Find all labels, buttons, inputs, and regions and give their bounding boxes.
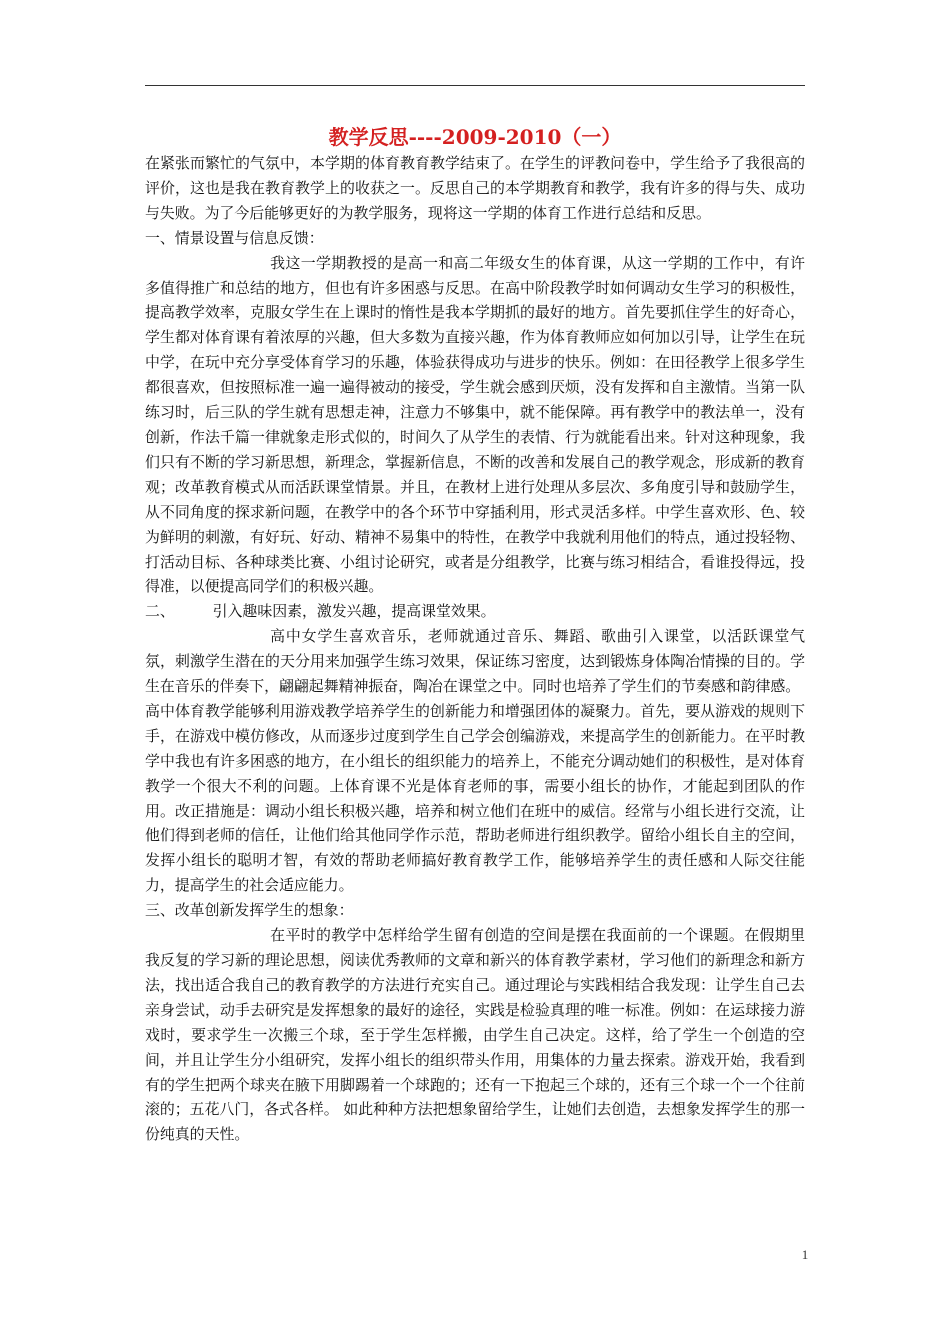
header-rule: [145, 85, 805, 86]
paragraph-section-2: 高中女学生喜欢音乐，老师就通过音乐、舞蹈、歌曲引入课堂，以活跃课堂气氛，刺激学生潜在的天分用来加强学生练习效果，保证练习密度，达到锻炼身体陶冶情操的目的。学生在音乐的伴奏下，翩翩起舞精神振奋，陶冶在课堂之中。同时也培养了学生们的节奏感和韵律感。: [145, 627, 805, 696]
paragraph-section-1: 我这一学期教授的是高一和高二年级女生的体育课，从这一学期的工作中，有许多值得推广和总结的地方，但也有许多困惑与反思。在高中阶段教学时如何调动女生学习的积极性，提高教学效率，克服女学生在上课时的惰性是我本学期抓的最好的地方。首先要抓住学生的好奇心，学生都对体育课有着浓厚的兴趣，但大多数为直接兴趣，作为体育教师应如何加以引导，让学生在玩中学，在玩中充分享受体育学习的乐趣，体验获得成功与进步的快乐。例如：在田径教学上很多学生都很喜欢，但按照标准一遍一遍得被动的接受，学生就会感到厌烦，没有发挥和自主激情。当第一队练习时，后三队的学生就有思想走神，注意力不够集中，就不能保障。再有教学中的教法单一，没有创新，作法千篇一律就象走形式似的，时间久了从学生的表情、行为就能看出来。针对这种现象，我们只有不断的学习新思想，新理念，掌握新信息，不断的改善和发展自己的教学观念，形成新的教育观；改革教育模式从而活跃课堂情景。并且，在教材上进行处理从多层次、多角度引导和鼓励学生，从不同角度的探求新问题，在教学中的各个环节中穿插利用，形式灵活多样。中学生喜欢形、色、较为鲜明的刺激，有好玩、好动、精神不易集中的特性，在教学中我就利用他们的特点，通过投轻物、打活动目标、各种球类比赛、小组讨论研究，或者是分组教学，比赛与练习相结合，看谁投得远，投得准，以便提高同学们的积极兴趣。: [145, 253, 805, 596]
document-title: 教学反思----2009-2010（一）: [328, 125, 622, 149]
paragraph-intro: 在紧张而繁忙的气氛中，本学期的体育教育教学结束了。在学生的评教问卷中，学生给予了我很高的评价，这也是我在教育教学上的收获之一。反思自己的本学期教育和教学，我有许多的得与失、成功与失败。为了今后能够更好的为教学服务，现将这一学期的体育工作进行总结和反思。: [145, 154, 805, 222]
document-body: [145, 151, 805, 1147]
section-heading-3: 三、改革创新发挥学生的想象：: [145, 901, 354, 920]
page-number: 1: [801, 1247, 809, 1262]
paragraph-games: 高中体育教学能够利用游戏教学培养学生的创新能力和增强团体的凝聚力。首先，要从游戏的规则下手，在游戏中模仿修改，从而逐步过度到学生自己学会创编游戏，来提高学生的创新能力。在平时教学中我也有许多困惑的地方，在小组长的组织能力的培养上，不能充分调动她们的积极性，是对体育教学一个很大不利的问题。上体育课不光是体育老师的事，需要小组长的协作，才能起到团队的作用。改正措施是：调动小组长积极兴趣，培养和树立他们在班中的威信。经常与小组长进行交流，让他们得到老师的信任，让他们给其他同学作示范，帮助老师进行组织教学。留给小组长自主的空间，发挥小组长的聪明才智，有效的帮助老师搞好教育教学工作，能够培养学生的责任感和人际交往能力，提高学生的社会适应能力。: [145, 701, 805, 895]
section-heading-2: 二、 引入趣味因素，激发兴趣，提高课堂效果。: [145, 602, 496, 621]
paragraph-section-3: 在平时的教学中怎样给学生留有创造的空间是摆在我面前的一个课题。在假期里我反复的学习新的理论思想，阅读优秀教师的文章和新兴的体育教学素材，学习他们的新理念和新方法，找出适合我自己的教育教学的方法进行充实自己。通过理论与实践相结合我发现：让学生自己去亲身尝试，动手去研究是发挥想象的最好的途径，实践是检验真理的唯一标准。例如：在运球接力游戏时，要求学生一次搬三个球，至于学生怎样搬，由学生自己决定。这样，给了学生一个创造的空间，并且让学生分小组研究，发挥小组长的组织带头作用，用集体的力量去探索。游戏开始，我看到有的学生把两个球夹在腋下用脚踢着一个球跑的；还有一下抱起三个球的，还有三个球一个一个往前滚的；五花八门，各式各样。 如此种种方法把想象留给学生，让她们去创造，去想象发挥学生的那一份纯真的天性。: [145, 926, 805, 1144]
section-heading-1: 一、情景设置与信息反馈：: [145, 228, 324, 247]
